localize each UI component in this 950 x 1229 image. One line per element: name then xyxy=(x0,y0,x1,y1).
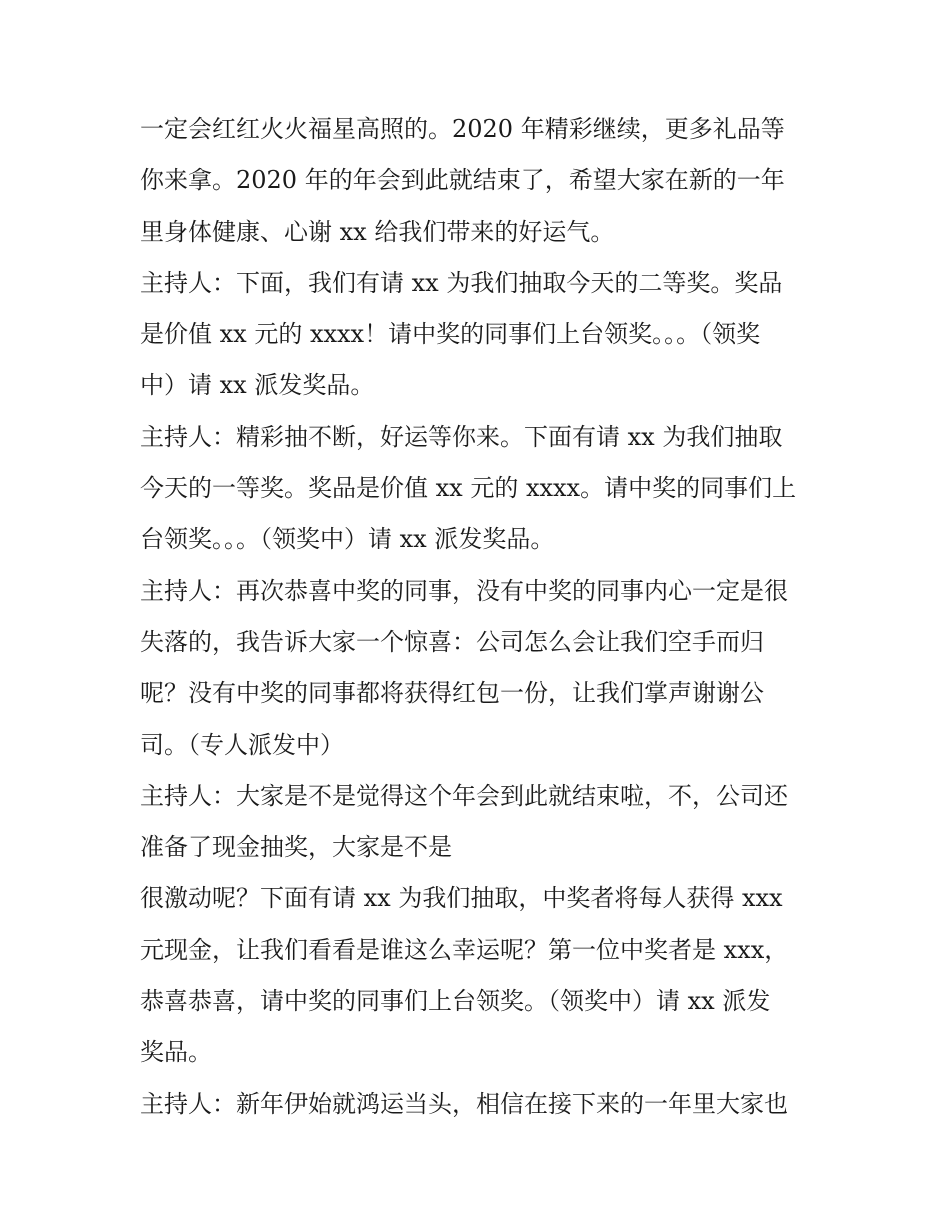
text-line: 主持人：再次恭喜中奖的同事，没有中奖的同事内心一定是很 xyxy=(140,576,788,605)
text-line: 里身体健康、心谢 xx 给我们带来的好运气。 xyxy=(140,217,615,246)
text-line: 失落的，我告诉大家一个惊喜：公司怎么会让我们空手而归 xyxy=(140,627,764,656)
text-line: 司。（专人派发中） xyxy=(140,730,344,759)
text-line: 主持人：精彩抽不断，好运等你来。下面有请 xx 为我们抽取 xyxy=(140,422,783,451)
text-line: 元现金，让我们看看是谁这么幸运呢？第一位中奖者是 xxx， xyxy=(140,935,789,964)
text-line: 你来拿。2020 年的年会到此就结束了，希望大家在新的一年 xyxy=(140,166,785,195)
text-line: 主持人：大家是不是觉得这个年会到此就结束啦，不，公司还 xyxy=(140,781,788,810)
text-line: 准备了现金抽奖，大家是不是 xyxy=(140,833,452,862)
text-line: 一定会红红火火福星高照的。2020 年精彩继续，更多礼品等 xyxy=(140,115,785,143)
text-line: 中）请 xx 派发奖品。 xyxy=(140,371,375,400)
document-body xyxy=(140,104,820,1130)
text-line: 恭喜恭喜，请中奖的同事们上台领奖。（领奖中）请 xx 派发 xyxy=(140,987,771,1016)
text-line: 奖品。 xyxy=(140,1038,212,1067)
text-line: 很激动呢？下面有请 xx 为我们抽取，中奖者将每人获得 xxx xyxy=(140,884,783,913)
text-line: 呢？没有中奖的同事都将获得红包一份，让我们掌声谢谢公 xyxy=(140,679,764,708)
text-line: 今天的一等奖。奖品是价值 xx 元的 xxxx。请中奖的同事们上 xyxy=(140,474,797,503)
text-line: 主持人：新年伊始就鸿运当头，相信在接下来的一年里大家也 xyxy=(140,1089,788,1118)
text-line: 是价值 xx 元的 xxxx！请中奖的同事们上台领奖。。。（领奖 xyxy=(140,320,761,349)
text-line: 主持人：下面，我们有请 xx 为我们抽取今天的二等奖。奖品 xyxy=(140,268,783,297)
text-line: 台领奖。。。（领奖中）请 xx 派发奖品。 xyxy=(140,525,555,554)
